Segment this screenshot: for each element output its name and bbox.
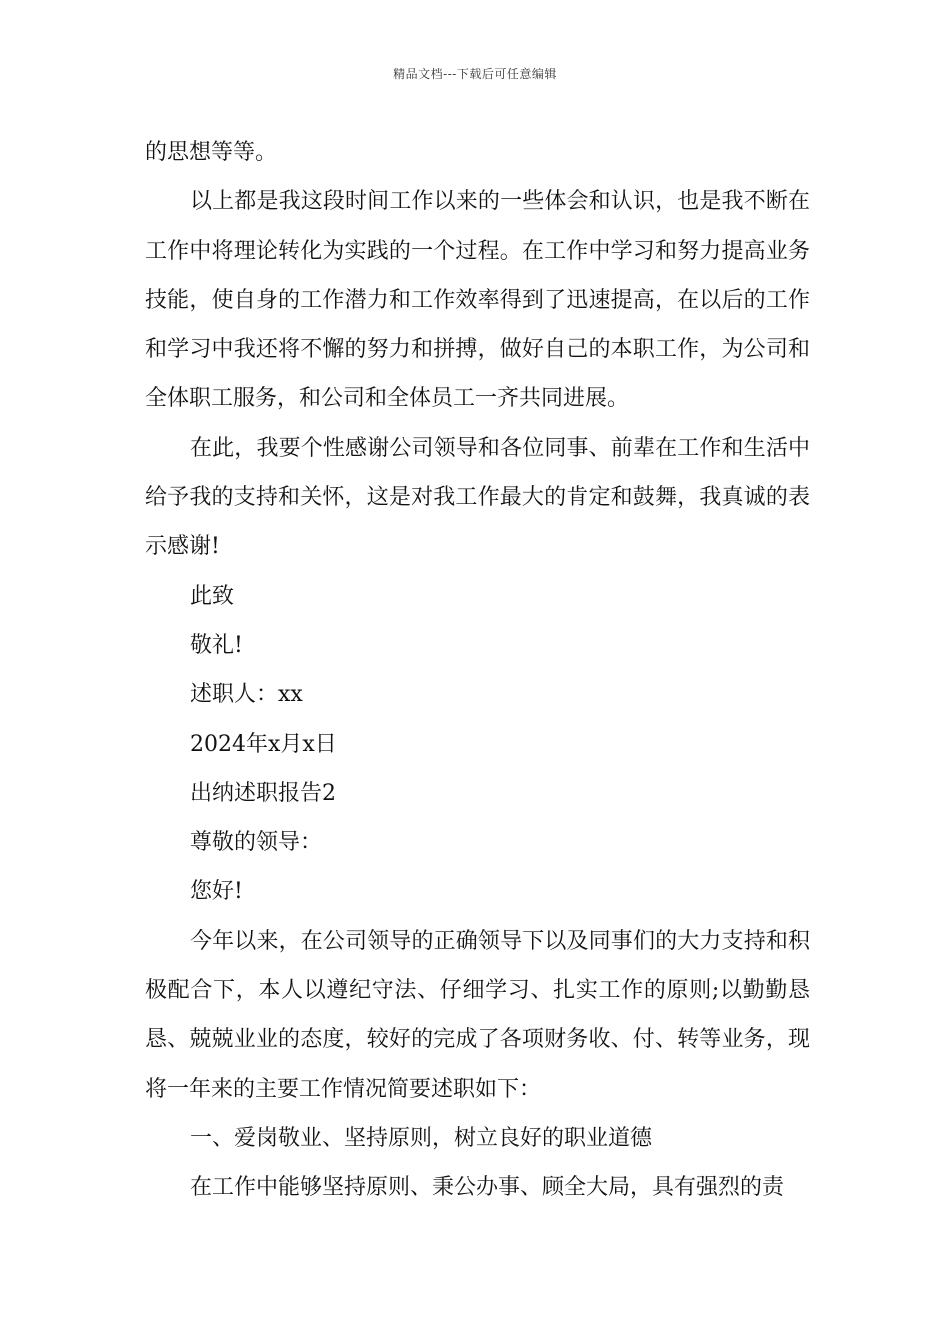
date-line: 2024年x月x日: [190, 731, 337, 757]
report-title: 出纳述职报告2: [190, 780, 336, 806]
paragraph-summary: 以上都是我这段时间工作以来的一些体会和认识，也是我不断在工作中将理论转化为实践的一个过程。在工作中学习和努力提高业务技能，使自身的工作潜力和工作效率得到了迅速提高，在以后的工作和学习中我还将不懈的努力和拼搏，做好自己的本职工作，为公司和全体职工服务，和公司和全体员工一齐共同进展。: [145, 189, 810, 412]
paragraph-thanks: 在此，我要个性感谢公司领导和各位同事、前辈在工作和生活中给予我的支持和关怀，这是对我工作最大的肯定和鼓舞，我真诚的表示感谢!: [145, 435, 810, 560]
paragraph-intro: 今年以来，在公司领导的正确领导下以及同事们的大力支持和积极配合下，本人以遵纪守法、仔细学习、扎实工作的原则;以勤勤恳恳、兢兢业业的态度，较好的完成了各项财务收、付、转等业务，现将一年来的主要工作情况简要述职如下：: [145, 928, 810, 1102]
signature-line: 述职人：xx: [190, 682, 303, 708]
document-body: [145, 128, 810, 1213]
hello-line: 您好!: [190, 879, 243, 905]
greeting-line: 尊敬的领导：: [190, 830, 323, 856]
page-header: 精品文档---下载后可任意编辑: [393, 67, 557, 81]
closing-line: 此致: [190, 583, 235, 609]
salute-line: 敬礼!: [190, 632, 243, 658]
section-heading: 一、爱岗敬业、坚持原则，树立良好的职业道德: [190, 1125, 653, 1151]
paragraph-continuation: 的思想等等。: [145, 140, 278, 165]
paragraph-section-body: 在工作中能够坚持原则、秉公办事、顾全大局，具有强烈的责: [190, 1175, 785, 1201]
